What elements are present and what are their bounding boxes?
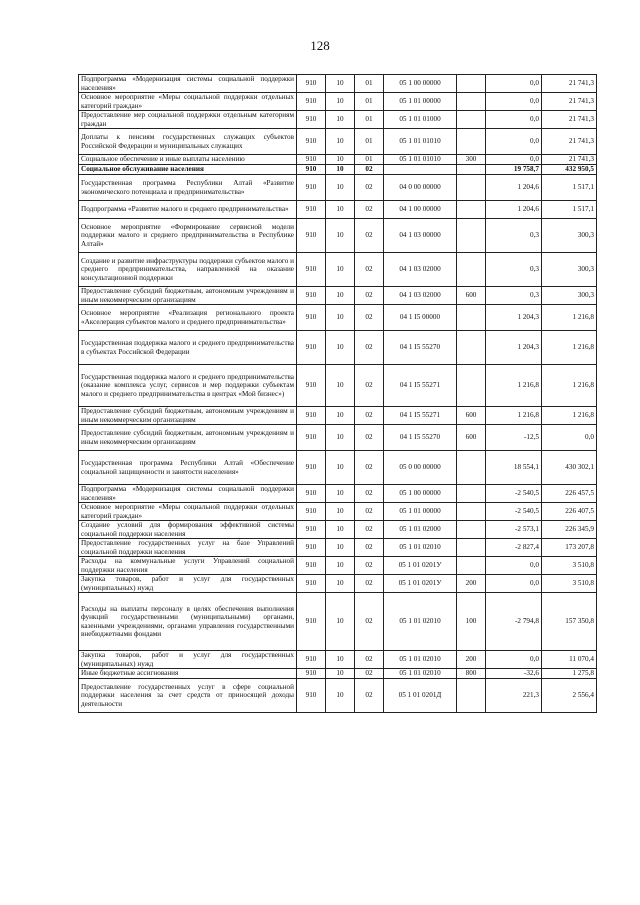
row-amount-change: -2 573,1 bbox=[486, 521, 542, 539]
row-name: Основное мероприятие «Формирование сервисной модели поддержки малого и среднего предпринимательства в Республике Алтай» bbox=[79, 219, 297, 253]
row-vr bbox=[457, 485, 486, 503]
row-name: Расходы на коммунальные услуги Управлений социальной поддержки населения bbox=[79, 557, 297, 575]
row-vr: 300 bbox=[457, 155, 486, 165]
row-rz: 10 bbox=[326, 287, 355, 305]
table-row bbox=[79, 75, 597, 93]
row-gr: 910 bbox=[297, 155, 326, 165]
row-pr: 01 bbox=[355, 155, 384, 165]
row-amount-change: 0,0 bbox=[486, 651, 542, 669]
table-row bbox=[79, 201, 597, 219]
row-csr: 05 1 01 00000 bbox=[384, 93, 457, 111]
row-amount-change: 0,0 bbox=[486, 111, 542, 129]
row-name: Основное мероприятие «Меры социальной поддержки отдельных категорий граждан» bbox=[79, 93, 297, 111]
row-pr: 01 bbox=[355, 75, 384, 93]
table-row bbox=[79, 253, 597, 287]
row-name: Закупка товаров, работ и услуг для государственных (муниципальных) нужд bbox=[79, 651, 297, 669]
row-csr bbox=[384, 165, 457, 175]
row-csr: 04 0 00 00000 bbox=[384, 175, 457, 201]
row-pr: 02 bbox=[355, 593, 384, 651]
row-amount-total: 1 216,8 bbox=[542, 407, 597, 425]
row-amount-total: 0,0 bbox=[542, 425, 597, 451]
row-name: Предоставление мер социальной поддержки отдельным категориям граждан bbox=[79, 111, 297, 129]
row-pr: 02 bbox=[355, 451, 384, 485]
row-gr: 910 bbox=[297, 287, 326, 305]
row-csr: 05 1 01 01010 bbox=[384, 129, 457, 155]
row-amount-total: 11 070,4 bbox=[542, 651, 597, 669]
row-amount-total: 1 216,8 bbox=[542, 365, 597, 407]
row-csr: 05 1 01 02010 bbox=[384, 539, 457, 557]
row-amount-change: -32,6 bbox=[486, 669, 542, 679]
row-amount-change: -2 540,5 bbox=[486, 485, 542, 503]
row-vr bbox=[457, 331, 486, 365]
row-name: Создание условий для формирования эффективной системы социальной поддержки населения bbox=[79, 521, 297, 539]
row-gr: 910 bbox=[297, 111, 326, 129]
row-csr: 05 1 01 02010 bbox=[384, 651, 457, 669]
row-rz: 10 bbox=[326, 129, 355, 155]
row-amount-change: 0,0 bbox=[486, 575, 542, 593]
table-row bbox=[79, 111, 597, 129]
row-amount-change: 0,3 bbox=[486, 219, 542, 253]
row-pr: 02 bbox=[355, 175, 384, 201]
row-gr: 910 bbox=[297, 651, 326, 669]
row-amount-total: 3 510,8 bbox=[542, 575, 597, 593]
row-vr bbox=[457, 521, 486, 539]
row-gr: 910 bbox=[297, 365, 326, 407]
row-csr: 04 1 00 00000 bbox=[384, 201, 457, 219]
row-name: Предоставление государственных услуг в сфере социальной поддержки населения за счет средств от приносящей доходы деятельности bbox=[79, 679, 297, 713]
row-gr: 910 bbox=[297, 593, 326, 651]
row-rz: 10 bbox=[326, 593, 355, 651]
row-gr: 910 bbox=[297, 175, 326, 201]
row-amount-change: 1 204,6 bbox=[486, 175, 542, 201]
row-pr: 01 bbox=[355, 93, 384, 111]
row-gr: 910 bbox=[297, 331, 326, 365]
row-amount-total: 3 510,8 bbox=[542, 557, 597, 575]
row-gr: 910 bbox=[297, 575, 326, 593]
row-pr: 02 bbox=[355, 521, 384, 539]
table-row bbox=[79, 575, 597, 593]
row-gr: 910 bbox=[297, 521, 326, 539]
row-csr: 04 1 I5 55270 bbox=[384, 331, 457, 365]
row-rz: 10 bbox=[326, 407, 355, 425]
row-rz: 10 bbox=[326, 111, 355, 129]
table-row bbox=[79, 365, 597, 407]
table-row bbox=[79, 593, 597, 651]
table-row bbox=[79, 425, 597, 451]
table-row bbox=[79, 539, 597, 557]
row-pr: 02 bbox=[355, 425, 384, 451]
row-gr: 910 bbox=[297, 93, 326, 111]
row-vr: 600 bbox=[457, 407, 486, 425]
row-rz: 10 bbox=[326, 331, 355, 365]
budget-table bbox=[78, 74, 597, 713]
row-amount-total: 21 741,3 bbox=[542, 155, 597, 165]
row-pr: 02 bbox=[355, 651, 384, 669]
row-rz: 10 bbox=[326, 175, 355, 201]
row-amount-change: 1 204,3 bbox=[486, 331, 542, 365]
row-name: Социальное обслуживание населения bbox=[79, 165, 297, 175]
table-row bbox=[79, 129, 597, 155]
row-gr: 910 bbox=[297, 425, 326, 451]
row-vr: 600 bbox=[457, 287, 486, 305]
row-csr: 05 1 01 00000 bbox=[384, 503, 457, 521]
row-amount-total: 2 556,4 bbox=[542, 679, 597, 713]
row-rz: 10 bbox=[326, 219, 355, 253]
table-row bbox=[79, 331, 597, 365]
row-vr bbox=[457, 165, 486, 175]
row-rz: 10 bbox=[326, 521, 355, 539]
row-csr: 05 0 00 00000 bbox=[384, 451, 457, 485]
row-amount-total: 300,3 bbox=[542, 253, 597, 287]
row-csr: 04 1 03 02000 bbox=[384, 253, 457, 287]
row-pr: 02 bbox=[355, 557, 384, 575]
row-gr: 910 bbox=[297, 669, 326, 679]
row-amount-total: 1 216,8 bbox=[542, 305, 597, 331]
row-rz: 10 bbox=[326, 503, 355, 521]
row-gr: 910 bbox=[297, 451, 326, 485]
row-amount-total: 430 302,1 bbox=[542, 451, 597, 485]
row-csr: 05 1 01 02010 bbox=[384, 593, 457, 651]
row-csr: 04 1 03 00000 bbox=[384, 219, 457, 253]
row-gr: 910 bbox=[297, 201, 326, 219]
row-name: Государственная поддержка малого и среднего предпринимательства в субъектах Российской Федерации bbox=[79, 331, 297, 365]
row-csr: 05 1 01 02010 bbox=[384, 669, 457, 679]
row-vr bbox=[457, 451, 486, 485]
table-row bbox=[79, 485, 597, 503]
row-rz: 10 bbox=[326, 425, 355, 451]
row-amount-change: -2 540,5 bbox=[486, 503, 542, 521]
row-pr: 02 bbox=[355, 679, 384, 713]
row-name: Подпрограмма «Развитие малого и среднего предпринимательства» bbox=[79, 201, 297, 219]
row-amount-change: 221,3 bbox=[486, 679, 542, 713]
row-amount-change: 1 204,6 bbox=[486, 201, 542, 219]
row-amount-change: 0,3 bbox=[486, 287, 542, 305]
table-row bbox=[79, 503, 597, 521]
row-pr: 02 bbox=[355, 287, 384, 305]
row-vr bbox=[457, 305, 486, 331]
row-gr: 910 bbox=[297, 503, 326, 521]
row-rz: 10 bbox=[326, 165, 355, 175]
row-csr: 05 1 01 01010 bbox=[384, 155, 457, 165]
row-rz: 10 bbox=[326, 539, 355, 557]
row-amount-change: 1 216,8 bbox=[486, 365, 542, 407]
table-row bbox=[79, 287, 597, 305]
row-gr: 910 bbox=[297, 219, 326, 253]
row-vr bbox=[457, 75, 486, 93]
row-vr: 100 bbox=[457, 593, 486, 651]
row-pr: 02 bbox=[355, 305, 384, 331]
row-name: Иные бюджетные ассигнования bbox=[79, 669, 297, 679]
row-pr: 02 bbox=[355, 407, 384, 425]
table-row bbox=[79, 155, 597, 165]
row-amount-total: 21 741,3 bbox=[542, 75, 597, 93]
row-name: Основное мероприятие «Реализация регионального проекта «Акселерация субъектов малого и среднего предпринимательства» bbox=[79, 305, 297, 331]
row-amount-change: -2 827,4 bbox=[486, 539, 542, 557]
row-vr bbox=[457, 111, 486, 129]
row-amount-change: 0,0 bbox=[486, 155, 542, 165]
row-rz: 10 bbox=[326, 305, 355, 331]
row-vr bbox=[457, 557, 486, 575]
row-amount-total: 300,3 bbox=[542, 287, 597, 305]
row-vr bbox=[457, 129, 486, 155]
row-gr: 910 bbox=[297, 485, 326, 503]
row-name: Доплаты к пенсиям государственных служащих субъектов Российской Федерации и муниципальных служащих bbox=[79, 129, 297, 155]
row-name: Создание и развитие инфраструктуры поддержки субъектов малого и среднего предпринимательства, направленной на оказание консультационной поддержки bbox=[79, 253, 297, 287]
row-csr: 04 1 I5 55271 bbox=[384, 365, 457, 407]
row-amount-total: 173 207,8 bbox=[542, 539, 597, 557]
table-row bbox=[79, 451, 597, 485]
row-name: Закупка товаров, работ и услуг для государственных (муниципальных) нужд bbox=[79, 575, 297, 593]
row-rz: 10 bbox=[326, 557, 355, 575]
row-vr: 800 bbox=[457, 669, 486, 679]
row-name: Предоставление субсидий бюджетным, автономным учреждениям и иным некоммерческим организациям bbox=[79, 407, 297, 425]
row-amount-change: 1 216,8 bbox=[486, 407, 542, 425]
row-rz: 10 bbox=[326, 651, 355, 669]
table-row bbox=[79, 679, 597, 713]
row-vr bbox=[457, 175, 486, 201]
row-csr: 04 1 03 02000 bbox=[384, 287, 457, 305]
table-row bbox=[79, 219, 597, 253]
row-csr: 05 1 01 02000 bbox=[384, 521, 457, 539]
row-rz: 10 bbox=[326, 451, 355, 485]
row-name: Предоставление субсидий бюджетным, автономным учреждениям и иным некоммерческим организациям bbox=[79, 287, 297, 305]
row-pr: 02 bbox=[355, 503, 384, 521]
row-pr: 02 bbox=[355, 669, 384, 679]
row-rz: 10 bbox=[326, 253, 355, 287]
row-amount-change: 19 758,7 bbox=[486, 165, 542, 175]
row-amount-change: -2 794,8 bbox=[486, 593, 542, 651]
table-row bbox=[79, 93, 597, 111]
row-amount-total: 21 741,3 bbox=[542, 129, 597, 155]
row-pr: 02 bbox=[355, 219, 384, 253]
row-amount-total: 1 275,8 bbox=[542, 669, 597, 679]
row-pr: 02 bbox=[355, 485, 384, 503]
row-gr: 910 bbox=[297, 557, 326, 575]
row-pr: 02 bbox=[355, 253, 384, 287]
row-gr: 910 bbox=[297, 129, 326, 155]
row-rz: 10 bbox=[326, 93, 355, 111]
row-rz: 10 bbox=[326, 485, 355, 503]
row-gr: 910 bbox=[297, 305, 326, 331]
row-vr bbox=[457, 201, 486, 219]
row-amount-change: 0,0 bbox=[486, 129, 542, 155]
row-pr: 02 bbox=[355, 539, 384, 557]
row-name: Государственная программа Республики Алтай «Обеспечение социальной защищенности и занятости населения» bbox=[79, 451, 297, 485]
row-name: Расходы на выплаты персоналу в целях обеспечения выполнения функций государственными (муниципальными) органами, казенными учреждениями, органами управления государственными внебюджетными фондами bbox=[79, 593, 297, 651]
table-row bbox=[79, 521, 597, 539]
row-amount-total: 226 457,5 bbox=[542, 485, 597, 503]
row-name: Государственная программа Республики Алтай «Развитие экономического потенциала и предпринимательства» bbox=[79, 175, 297, 201]
row-pr: 02 bbox=[355, 201, 384, 219]
row-pr: 02 bbox=[355, 331, 384, 365]
row-csr: 05 1 00 00000 bbox=[384, 485, 457, 503]
table-row bbox=[79, 165, 597, 175]
table-row bbox=[79, 407, 597, 425]
table-row bbox=[79, 669, 597, 679]
row-vr: 600 bbox=[457, 425, 486, 451]
row-rz: 10 bbox=[326, 201, 355, 219]
row-amount-change: 0,0 bbox=[486, 557, 542, 575]
row-amount-total: 1 517,1 bbox=[542, 175, 597, 201]
row-amount-total: 157 350,8 bbox=[542, 593, 597, 651]
row-name: Государственная поддержка малого и среднего предпринимательства (оказание комплекса услуг, сервисов и мер поддержки субъектам малого и среднего предпринимательства в центрах «Мой бизнес») bbox=[79, 365, 297, 407]
row-amount-total: 1 517,1 bbox=[542, 201, 597, 219]
row-amount-total: 21 741,3 bbox=[542, 111, 597, 129]
row-amount-total: 226 407,5 bbox=[542, 503, 597, 521]
row-vr bbox=[457, 253, 486, 287]
row-vr: 200 bbox=[457, 651, 486, 669]
row-vr bbox=[457, 539, 486, 557]
row-vr bbox=[457, 219, 486, 253]
row-gr: 910 bbox=[297, 539, 326, 557]
row-rz: 10 bbox=[326, 679, 355, 713]
row-csr: 05 1 01 01000 bbox=[384, 111, 457, 129]
row-rz: 10 bbox=[326, 575, 355, 593]
row-pr: 02 bbox=[355, 165, 384, 175]
table-row bbox=[79, 557, 597, 575]
row-rz: 10 bbox=[326, 365, 355, 407]
table-row bbox=[79, 305, 597, 331]
row-pr: 02 bbox=[355, 575, 384, 593]
row-rz: 10 bbox=[326, 155, 355, 165]
row-name: Подпрограмма «Модернизация системы социальной поддержки населения» bbox=[79, 485, 297, 503]
row-gr: 910 bbox=[297, 75, 326, 93]
row-name: Социальное обеспечение и иные выплаты населению bbox=[79, 155, 297, 165]
row-vr bbox=[457, 93, 486, 111]
row-pr: 01 bbox=[355, 111, 384, 129]
row-csr: 05 1 00 00000 bbox=[384, 75, 457, 93]
row-csr: 05 1 01 0201У bbox=[384, 575, 457, 593]
row-pr: 02 bbox=[355, 365, 384, 407]
row-rz: 10 bbox=[326, 669, 355, 679]
table-row bbox=[79, 651, 597, 669]
row-amount-total: 21 741,3 bbox=[542, 93, 597, 111]
row-vr: 200 bbox=[457, 575, 486, 593]
row-name: Предоставление субсидий бюджетным, автономным учреждениям и иным некоммерческим организациям bbox=[79, 425, 297, 451]
row-gr: 910 bbox=[297, 253, 326, 287]
row-name: Предоставление государственных услуг на базе Управлений социальной поддержки населения bbox=[79, 539, 297, 557]
page-number: 128 bbox=[310, 38, 330, 53]
row-pr: 01 bbox=[355, 129, 384, 155]
row-name: Основное мероприятие «Меры социальной поддержки отдельных категорий граждан» bbox=[79, 503, 297, 521]
row-vr bbox=[457, 365, 486, 407]
row-vr bbox=[457, 679, 486, 713]
row-csr: 05 1 01 0201Д bbox=[384, 679, 457, 713]
row-amount-change: 1 204,3 bbox=[486, 305, 542, 331]
row-csr: 04 1 I5 00000 bbox=[384, 305, 457, 331]
row-amount-change: 0,0 bbox=[486, 75, 542, 93]
row-gr: 910 bbox=[297, 407, 326, 425]
row-amount-total: 1 216,8 bbox=[542, 331, 597, 365]
row-csr: 05 1 01 0201У bbox=[384, 557, 457, 575]
row-gr: 910 bbox=[297, 679, 326, 713]
row-amount-total: 432 950,5 bbox=[542, 165, 597, 175]
row-amount-change: 18 554,1 bbox=[486, 451, 542, 485]
table-row bbox=[79, 175, 597, 201]
row-vr bbox=[457, 503, 486, 521]
row-amount-total: 300,3 bbox=[542, 219, 597, 253]
row-csr: 04 1 I5 55271 bbox=[384, 407, 457, 425]
row-amount-change: 0,0 bbox=[486, 93, 542, 111]
row-amount-change: 0,3 bbox=[486, 253, 542, 287]
row-name: Подпрограмма «Модернизация системы социальной поддержки населения» bbox=[79, 75, 297, 93]
row-csr: 04 1 I5 55270 bbox=[384, 425, 457, 451]
row-amount-change: -12,5 bbox=[486, 425, 542, 451]
row-gr: 910 bbox=[297, 165, 326, 175]
row-rz: 10 bbox=[326, 75, 355, 93]
row-amount-total: 226 345,9 bbox=[542, 521, 597, 539]
